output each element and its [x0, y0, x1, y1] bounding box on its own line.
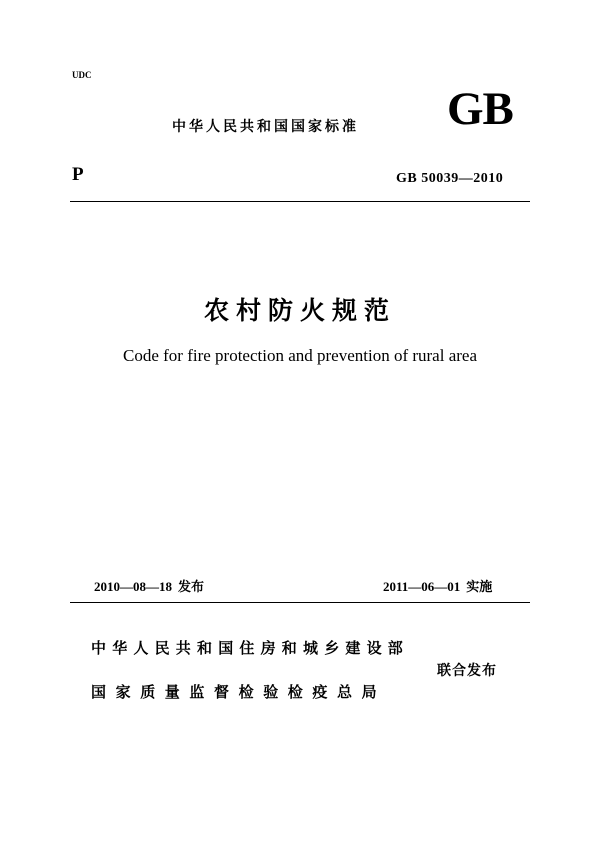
gb-logo: GB — [447, 83, 513, 135]
issuer-administration: 国家质量监督检验检疫总局 — [91, 683, 387, 701]
effective-date: 2011—06—01 — [383, 579, 461, 594]
joint-issue-label: 联合发布 — [437, 663, 497, 679]
issue-date-block — [94, 576, 204, 595]
effective-date-block — [383, 576, 492, 595]
standard-number: GB 50039—2010 — [396, 171, 504, 186]
title-english: Code for fire protection and prevention of rural area — [122, 346, 477, 365]
issue-label: 发布 — [178, 580, 205, 595]
title-chinese: 农村防火规范 — [203, 296, 396, 325]
issue-date: 2010—08—18 — [94, 579, 172, 594]
top-divider — [70, 201, 530, 202]
udc-label: UDC — [72, 70, 92, 80]
classification-code: P — [72, 164, 84, 185]
national-standard-heading: 中华人民共和国国家标准 — [172, 119, 359, 135]
issuer-ministry: 中华人民共和国住房和城乡建设部 — [91, 639, 410, 657]
bottom-divider — [70, 602, 530, 603]
effective-label: 实施 — [466, 580, 493, 595]
